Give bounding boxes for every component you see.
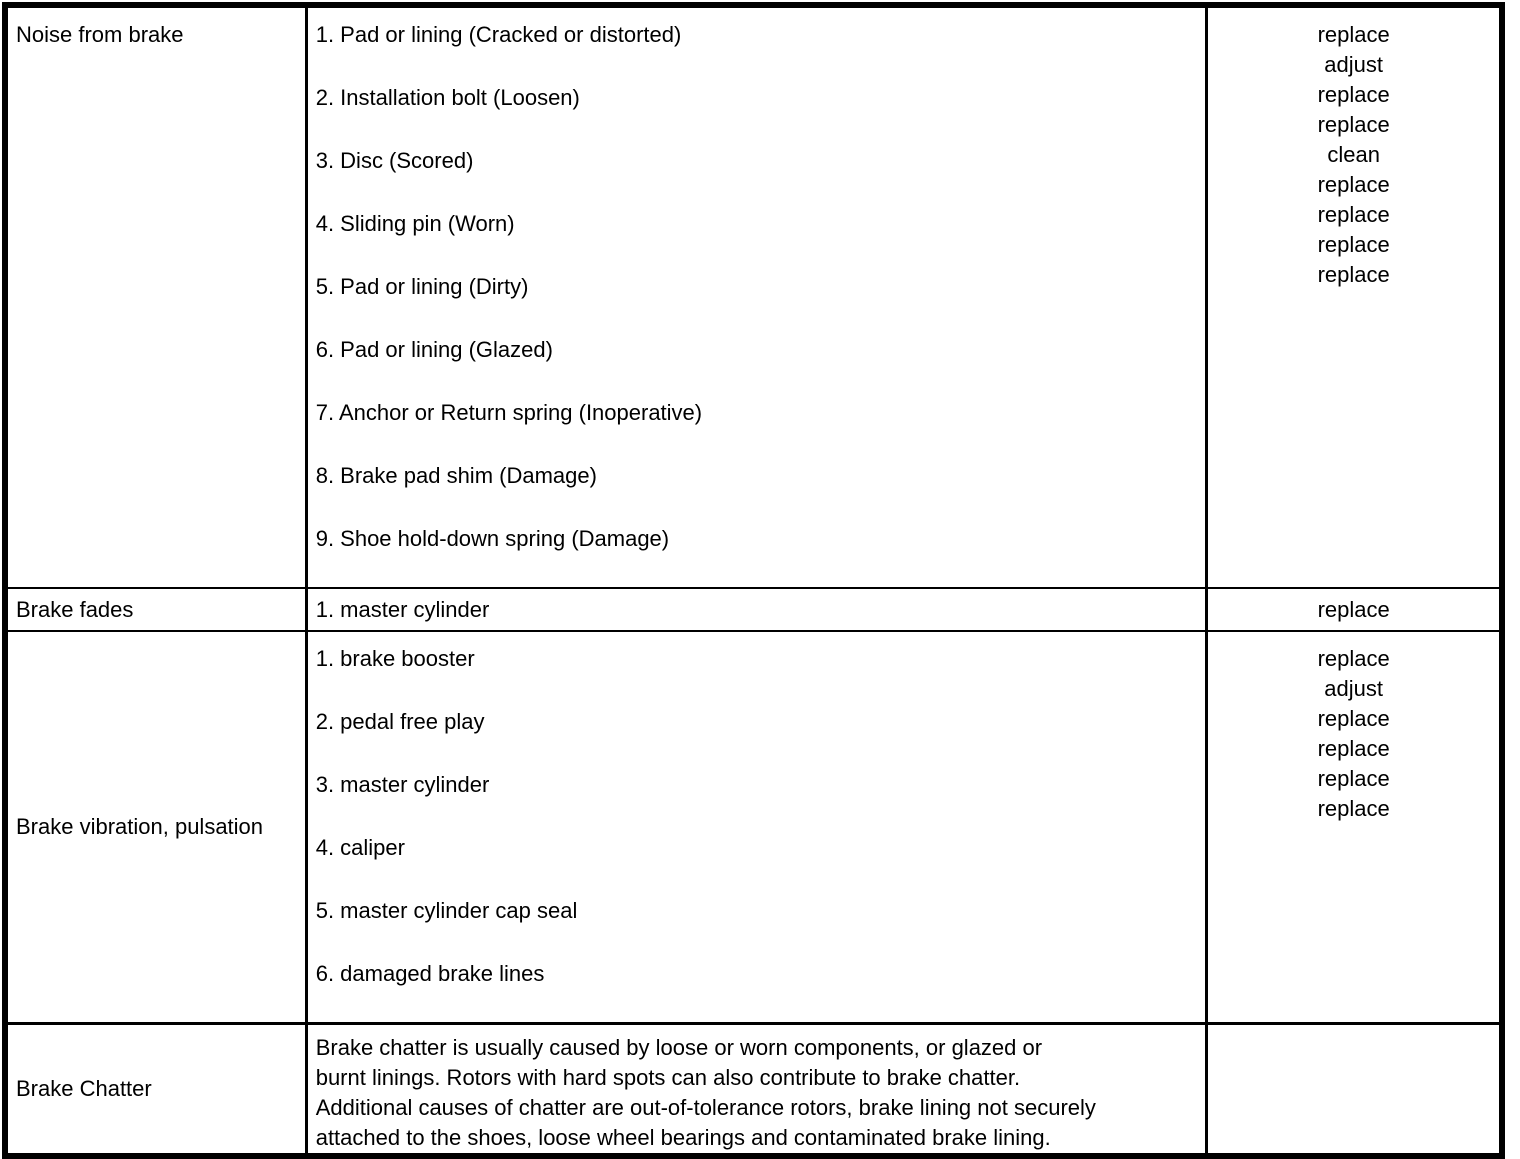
remedy-item: replace [1317,596,1390,622]
symptom-cell: Brake Chatter [5,1024,306,1157]
cause-item: 5. master cylinder cap seal [315,898,578,923]
causes-cell [306,5,1207,588]
cause-item: 6. Pad or lining (Glazed) [315,337,553,362]
remedy-item: adjust [1324,676,1384,701]
table-row-brake-fades [5,588,1502,631]
causes-cell [306,588,1207,631]
cause-item: 4. Sliding pin (Worn) [315,211,515,236]
brake-troubleshooting-table [2,2,1505,1159]
remedy-item: replace [1317,82,1390,107]
remedy-cell [1207,588,1502,631]
cause-paragraph-line: attached to the shoes, loose wheel bearings and contaminated brake lining. [315,1125,1051,1150]
remedy-item: replace [1317,202,1390,227]
remedy-item: replace [1317,736,1390,761]
table-row-brake-vibration-pulsation [5,631,1502,1024]
cause-item: 9. Shoe hold-down spring (Damage) [315,526,670,551]
remedy-cell [1207,5,1502,588]
remedy-item: replace [1317,646,1390,671]
cause-paragraph-line: Brake chatter is usually caused by loose or worn components, or glazed or [315,1035,1043,1060]
cause-item: 2. Installation bolt (Loosen) [315,85,580,110]
cause-item: 4. caliper [315,835,405,860]
symptom-cell: Brake fades [5,588,306,631]
cause-item: 1. brake booster [315,646,475,671]
remedy-item: replace [1317,262,1390,287]
cause-item: 5. Pad or lining (Dirty) [315,274,529,299]
causes-cell [306,631,1207,1024]
cause-item: 6. damaged brake lines [315,961,545,986]
remedy-item: adjust [1324,52,1384,77]
cause-item: 7. Anchor or Return spring (Inoperative) [315,400,703,425]
remedy-cell [1207,631,1502,1024]
cause-item: 3. master cylinder [315,772,490,797]
remedy-item: replace [1317,706,1390,731]
cause-item: 1. master cylinder [315,596,490,622]
cause-item: 3. Disc (Scored) [315,148,474,173]
remedy-item: replace [1317,232,1390,257]
document-page [0,2,1520,1150]
cause-item: 1. Pad or lining (Cracked or distorted) [315,22,682,47]
symptom-cell: Noise from brake [5,5,306,588]
cause-paragraph-line: Additional causes of chatter are out-of-tolerance rotors, brake lining not securely [315,1095,1096,1120]
cause-paragraph-line: burnt linings. Rotors with hard spots can also contribute to brake chatter. [315,1065,1021,1090]
causes-paragraph-cell [306,1024,1207,1157]
remedy-item: replace [1317,172,1390,197]
remedy-item: replace [1317,112,1390,137]
table-row-noise-from-brake [5,5,1502,588]
remedy-item: clean [1327,142,1380,167]
remedy-item: replace [1317,22,1390,47]
table-row-brake-chatter [5,1024,1502,1157]
remedy-item: replace [1317,796,1390,821]
symptom-cell: Brake vibration, pulsation [5,631,306,1024]
cause-item: 2. pedal free play [315,709,485,734]
remedy-cell-empty [1207,1024,1502,1157]
remedy-item: replace [1317,766,1390,791]
cause-item: 8. Brake pad shim (Damage) [315,463,597,488]
